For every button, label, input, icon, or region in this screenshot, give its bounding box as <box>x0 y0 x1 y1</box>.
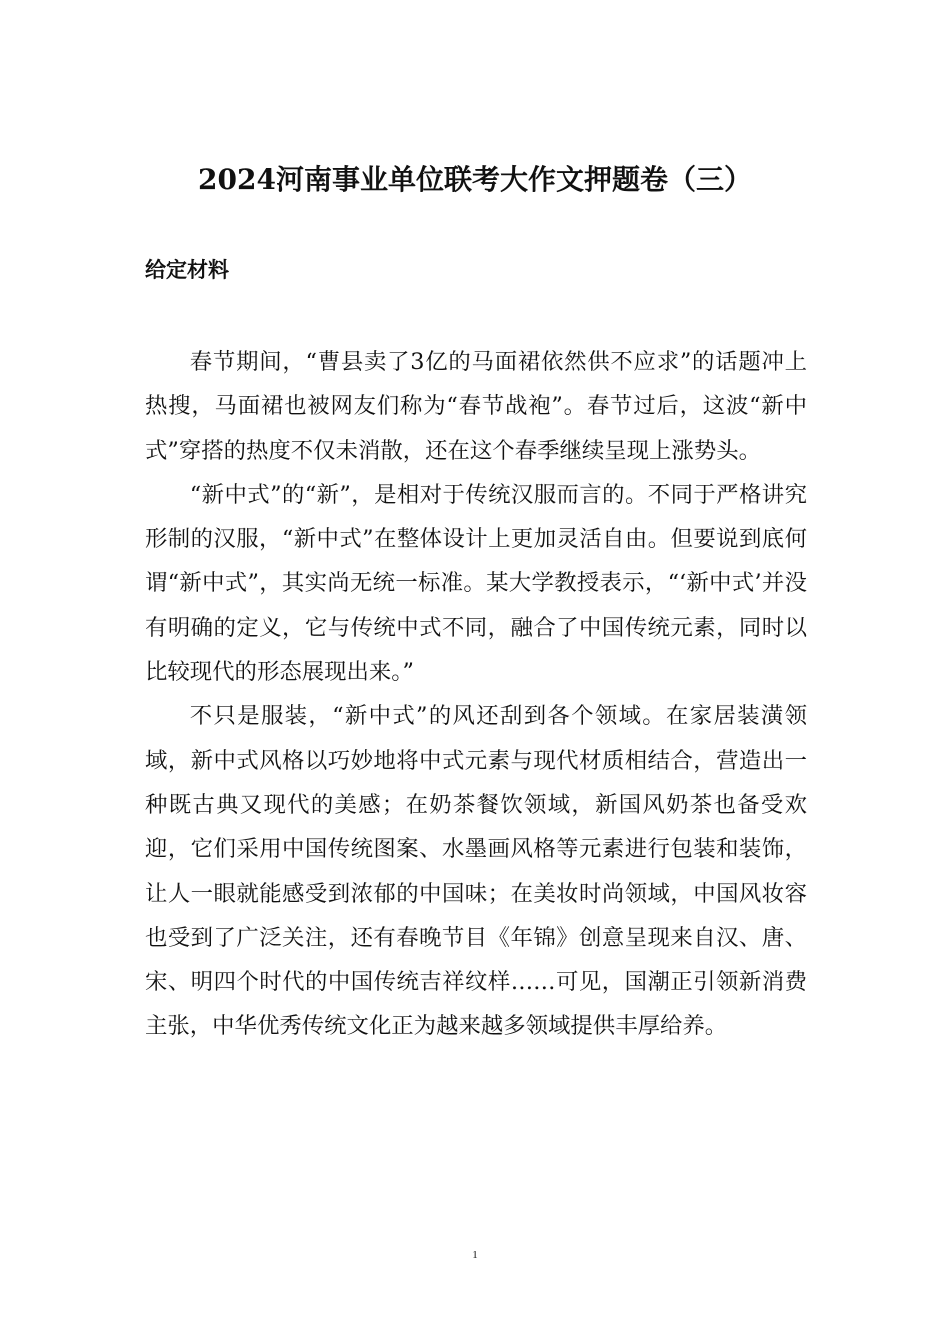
section-heading: 给定材料 <box>145 258 229 282</box>
document-title: 2024河南事业单位联考大作文押题卷（三） <box>198 163 752 196</box>
page-number: 1 <box>472 1249 478 1261</box>
paragraph: “新中式”的“新”，是相对于传统汉服而言的。不同于严格讲究形制的汉服，“新中式”在整体设计上更加灵活自由。但要说到底何谓“新中式”，其实尚无统一标准。某大学教授表示，“‘新中式’并没有明确的定义，它与传统中式不同，融合了中国传统元素，同时以比较现代的形态展现出来。” <box>145 481 807 686</box>
material-body <box>145 340 807 1049</box>
paragraph: 春节期间，“曹县卖了3亿的马面裙依然供不应求”的话题冲上热搜，马面裙也被网友们称为“春节战袍”。春节过后，这波“新中式”穿搭的热度不仅未消散，还在这个春季继续呈现上涨势头。 <box>145 349 807 464</box>
paragraph: 不只是服装，“新中式”的风还刮到各个领域。在家居装潢领域，新中式风格以巧妙地将中式元素与现代材质相结合，营造出一种既古典又现代的美感；在奶茶餐饮领域，新国风奶茶也备受欢迎，它们采用中国传统图案、水墨画风格等元素进行包装和装饰，让人一眼就能感受到浓郁的中国味；在美妆时尚领域，中国风妆容也受到了广泛关注，还有春晚节目《年锦》创意呈现来自汉、唐、宋、明四个时代的中国传统吉祥纹样……可见，国潮正引领新消费主张，中华优秀传统文化正为越来越多领域提供丰厚给养。 <box>145 703 807 1040</box>
